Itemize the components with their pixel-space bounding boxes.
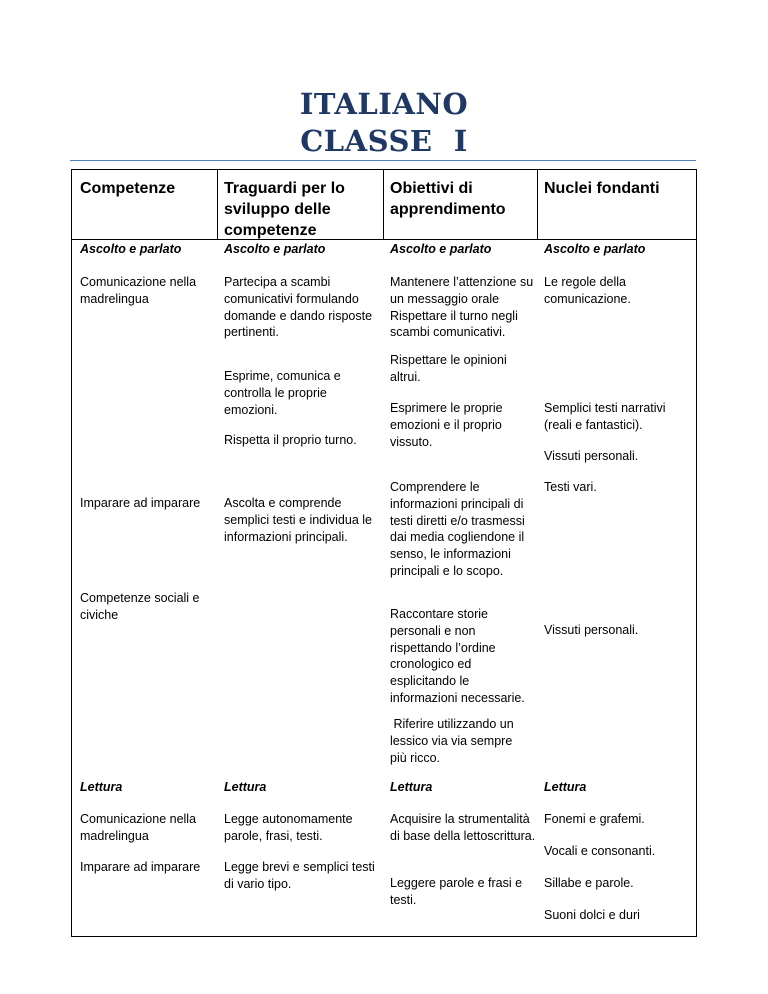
curriculum-table — [71, 169, 697, 937]
section-label: Ascolto e parlato — [544, 242, 646, 256]
traguardo-item: Esprime, comunica e controlla le proprie emozioni. — [224, 369, 341, 417]
section-label: Ascolto e parlato — [390, 242, 492, 256]
obiettivo-item: Esprimere le proprie emozioni e il proprio vissuto. — [390, 401, 503, 449]
table-header-row — [72, 170, 696, 240]
section-label: Lettura — [390, 780, 433, 794]
section-label: Lettura — [224, 780, 267, 794]
obiettivo-item: Riferire utilizzando un lessico via via sempre più ricco. — [390, 717, 518, 765]
obiettivo-item: Leggere parole e frasi e testi. — [390, 876, 523, 907]
obiettivo-item: Acquisire la strumentalità di base della lettoscrittura. — [390, 812, 536, 843]
header-competenze: Competenze — [80, 180, 176, 197]
column-divider — [383, 170, 384, 239]
section-label: Ascolto e parlato — [80, 242, 182, 256]
competenza-item: Imparare ad imparare — [80, 860, 201, 874]
traguardo-item: Legge brevi e semplici testi di vario tipo. — [224, 860, 375, 891]
header-obiettivi: Obiettivi di apprendimento — [390, 180, 506, 218]
competenza-item: Imparare ad imparare — [80, 496, 201, 510]
obiettivo-item: Raccontare storie personali e non rispettando l’ordine cronologico ed esplicitando le informazioni necessarie. — [390, 607, 525, 705]
nucleo-item: Fonemi e grafemi. — [544, 812, 645, 826]
nucleo-item: Sillabe e parole. — [544, 876, 634, 890]
section-label: Ascolto e parlato — [224, 242, 326, 256]
header-nuclei: Nuclei fondanti — [544, 180, 660, 197]
nucleo-item: Semplici testi narrativi (reali e fantastici). — [544, 401, 666, 432]
obiettivo-item: Rispettare le opinioni altrui. — [390, 353, 507, 384]
header-traguardi: Traguardi per lo sviluppo delle competenze — [224, 180, 345, 239]
document-title — [0, 86, 768, 160]
nucleo-item: Suoni dolci e duri — [544, 908, 640, 922]
nucleo-item: Testi vari. — [544, 480, 597, 494]
nucleo-item: Le regole della comunicazione. — [544, 275, 631, 306]
competenza-item: Comunicazione nella madrelingua — [80, 275, 197, 306]
traguardo-item: Ascolta e comprende semplici testi e individua le informazioni principali. — [224, 496, 372, 544]
title-underline — [70, 160, 696, 161]
obiettivo-item: Comprendere le informazioni principali di testi diretti e/o trasmessi dai media cogliendone il senso, le informazioni principali e lo scopo. — [390, 480, 525, 578]
nucleo-item: Vocali e consonanti. — [544, 844, 656, 858]
nucleo-item: Vissuti personali. — [544, 449, 639, 463]
section-label: Lettura — [80, 780, 123, 794]
obiettivo-item: Mantenere l’attenzione su un messaggio orale Rispettare il turno negli scambi comunicativi. — [390, 275, 534, 340]
traguardo-item: Rispetta il proprio turno. — [224, 433, 357, 447]
competenza-item: Comunicazione nella madrelingua — [80, 812, 197, 843]
traguardo-item: Legge autonomamente parole, frasi, testi. — [224, 812, 353, 843]
nucleo-item: Vissuti personali. — [544, 623, 639, 637]
traguardo-item: Partecipa a scambi comunicativi formulando domande e dando risposte pertinenti. — [224, 275, 373, 340]
section-label: Lettura — [544, 780, 587, 794]
title-subject: ITALIANO — [299, 87, 469, 121]
competenza-item: Competenze sociali e civiche — [80, 591, 200, 622]
title-class: CLASSE I — [300, 124, 468, 158]
